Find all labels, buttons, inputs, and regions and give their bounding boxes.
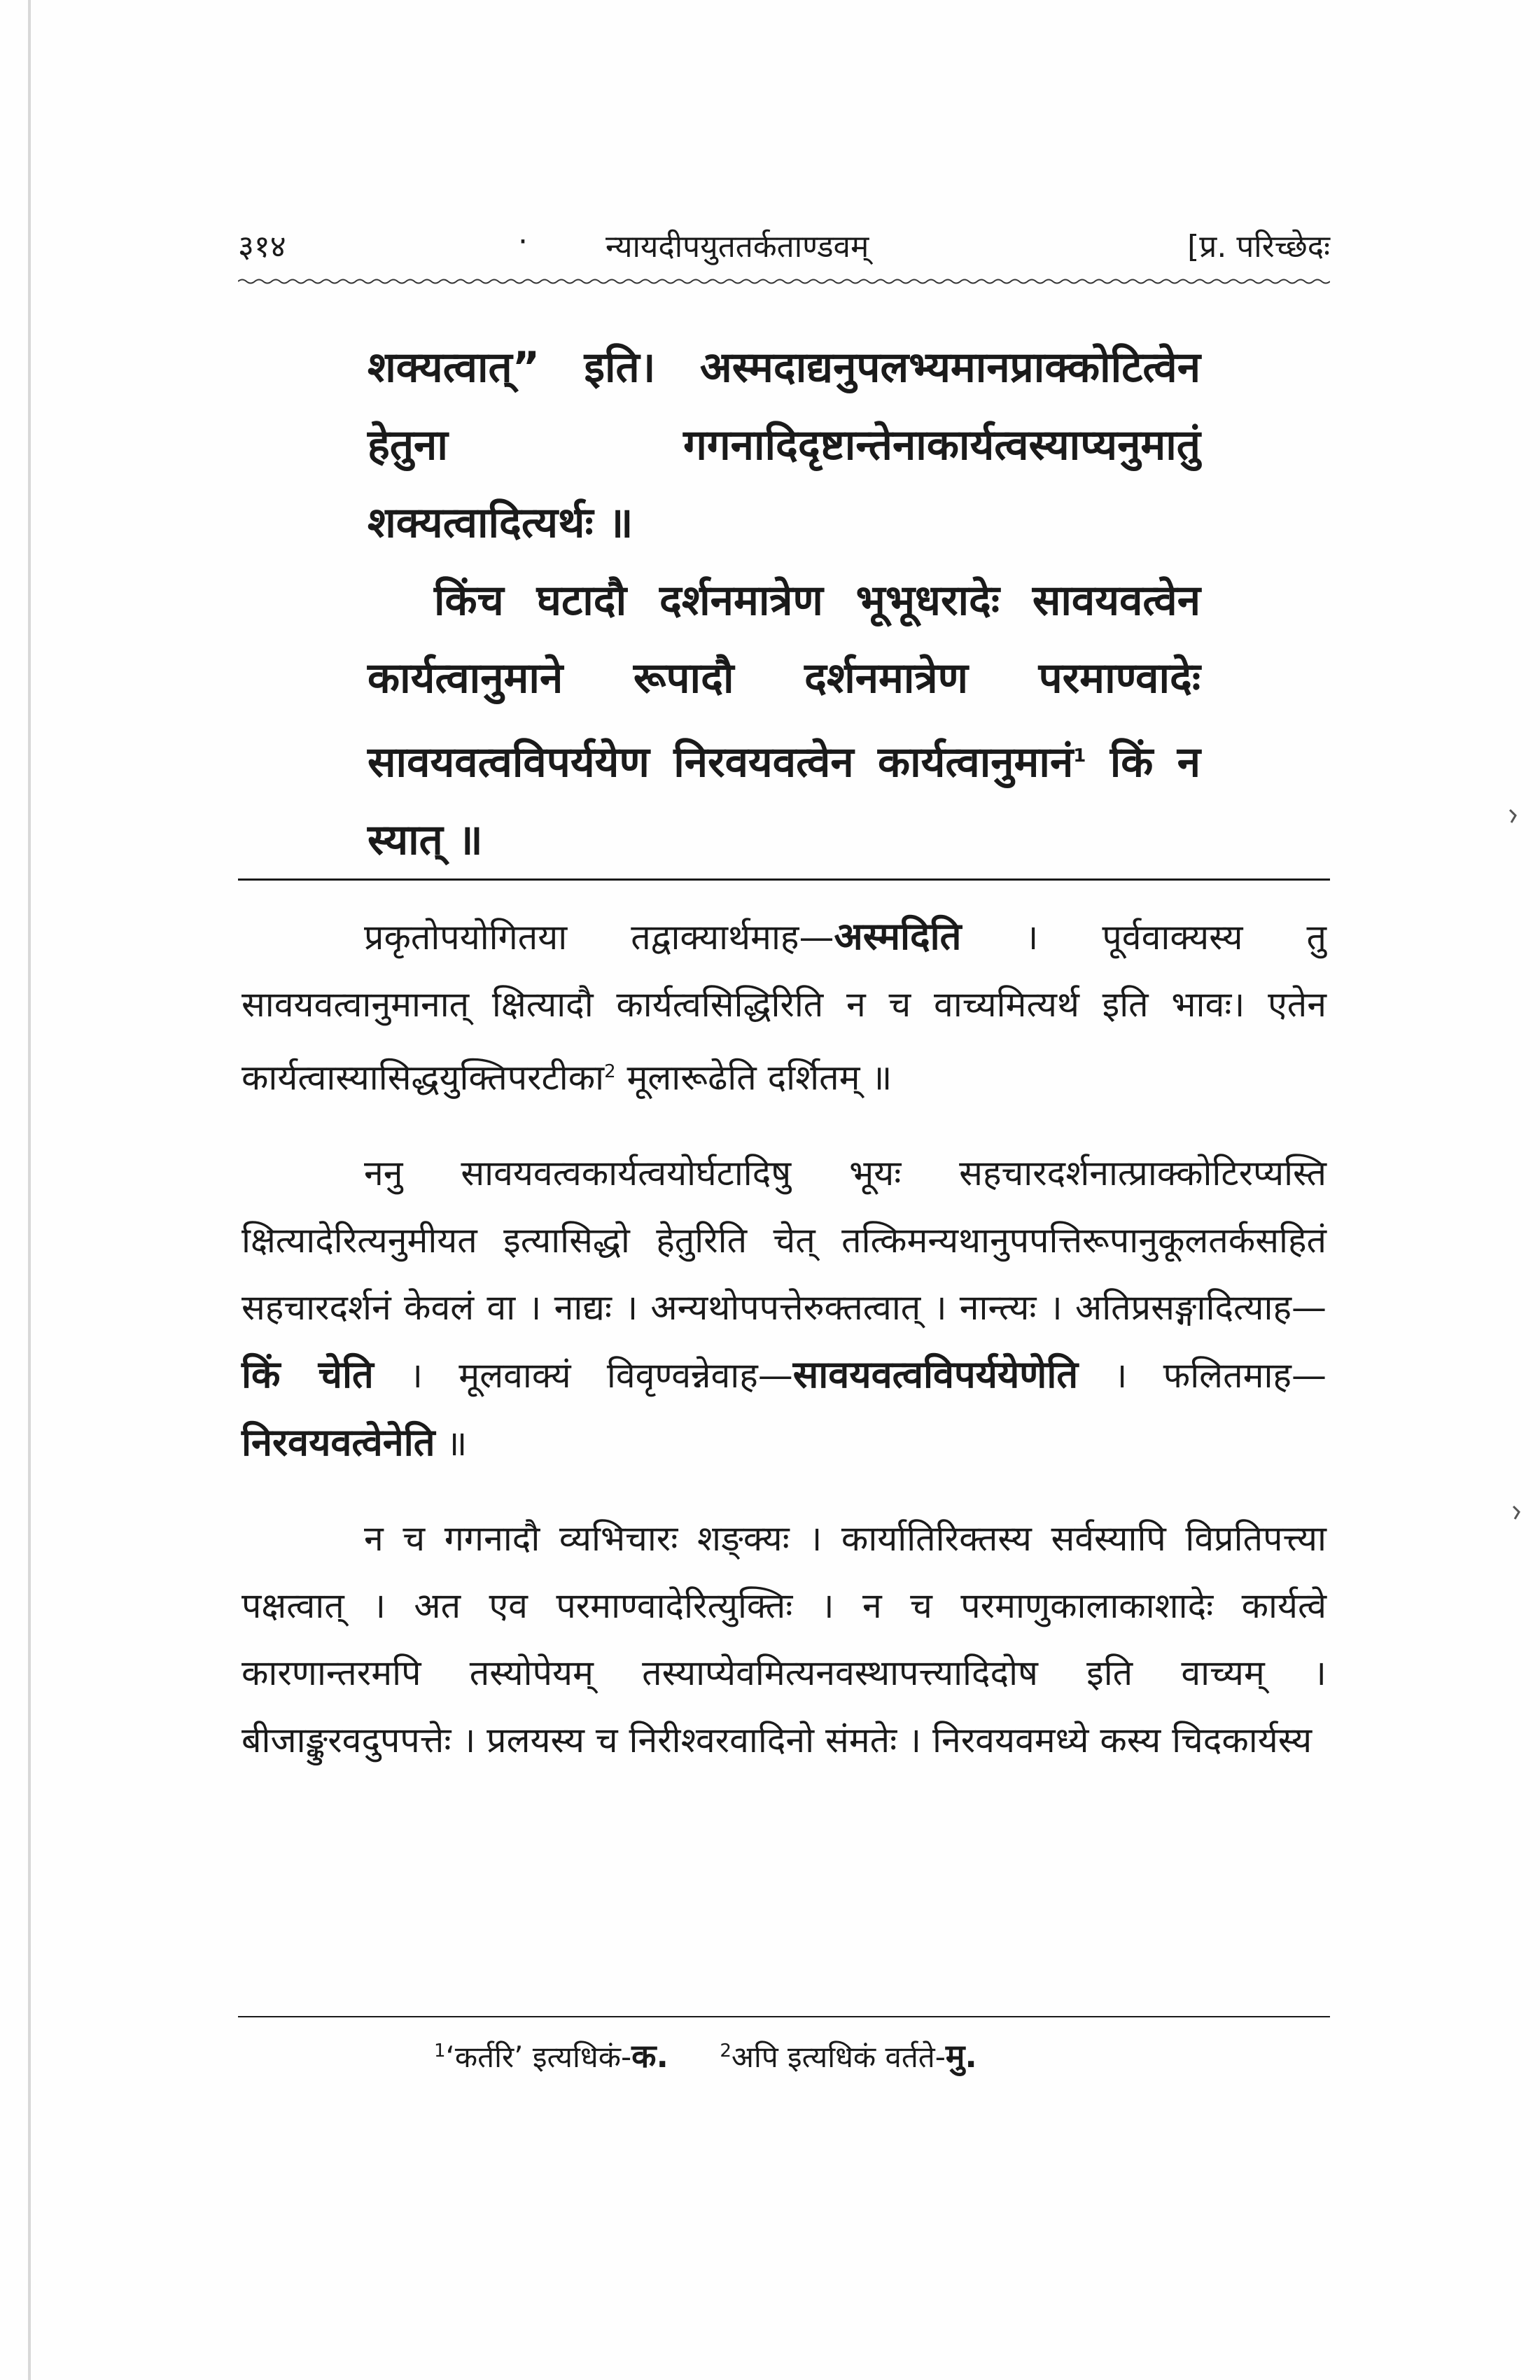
header-wavy-rule [238,276,1330,286]
mula-text [368,329,1200,879]
commentary-paragraph [241,1140,1326,1477]
footnote-ref-1: 1 [1073,746,1086,766]
commentary-text-run: ननु सावयवत्वकार्यत्वयोर्घटादिषु भूयः सहचारदर्शनात्प्राक्कोटिरप्यस्ति क्षित्यादेरित्यनुमीयत इत्यासिद्धो हेतुरिति चेत् तत्किमन्यथानुपपत्तिरूपानुकूलतर्कसहितं सहचारदर्शनं केवलं वा । नाद्यः । अन्यथोपपत्तेरुक्तत्वात् । नान्त्यः । अतिप्रसङ्गादित्याह— [241,1152,1326,1328]
mula-paragraph-2-end: किं न स्यात् ॥ [368,738,1200,864]
footnote-source: मु. [945,2037,977,2075]
footnote-number: 1 [434,2040,446,2062]
commentary-text-run: न च गगनादौ व्यभिचारः शङ्क्यः । कार्यातिरिक्तस्य सर्वस्यापि विप्रतिपत्त्या पक्षत्वात् । अत एव परमाण्वादेरित्युक्तिः । न च परमाणुकालाकाशादेः कार्यत्वे कारणान्तरमपि तस्योपेयम् तस्याप्येवमित्यनवस्थापत्त्यादिदोष इति वाच्यम् । बीजाङ्कुरवदुपपत्तेः । प्रलयस्य च निरीश्वरवादिनो संमतेः । निरवयवमध्ये कस्य चिदकार्यस्य [241,1518,1326,1760]
commentary-paragraph [241,1505,1326,1774]
footnote-source: क. [631,2037,668,2075]
footnotes [434,2030,1330,2078]
commentary-text-run: । पूर्ववाक्यस्य तु सावयवत्वानुमानात् क्षित्यादौ कार्यत्वसिद्धिरिति न च वाच्यमित्यर्थ इति भावः। एतेन कार्यत्वास्यासिद्धयुक्तिपरटीका [241,917,1327,1098]
footnote-text: अपि इत्यधिकं वर्तते- [731,2040,946,2074]
pratika-bold: सावयवत्वविपर्ययेणेति [792,1352,1079,1396]
commentary-text-run: ॥ [435,1422,468,1464]
commentary-text-run: । मूलवाक्यं विवृण्वन्नेवाह— [373,1354,793,1396]
commentary-text-run: । फलितमाह— [1078,1354,1326,1396]
margin-mark [1508,808,1518,824]
footnote-divider [238,2016,1330,2017]
commentary-text-run: प्रकृतोपयोगितया तद्वाक्यार्थमाह— [364,917,834,958]
footnote-text: ‘कर्तरि’ इत्यधिकं- [445,2040,632,2074]
pratika-bold: निरवयवत्वेनेति [241,1420,435,1464]
commentary-paragraph [241,903,1326,1112]
header-dot: · [518,224,528,260]
footnote-1 [434,2030,668,2078]
page-number: ३१४ [238,229,286,265]
running-header [238,217,1330,266]
mula-paragraph [368,329,1200,562]
footnote-number: 2 [720,2040,732,2062]
section-divider [238,878,1330,881]
commentary-text [241,903,1326,1802]
running-title: न्यायदीपयुततर्कताण्डवम् [606,229,869,265]
commentary-text-run: मूलारूढेति दर्शितम् ॥ [615,1057,892,1098]
mula-paragraph-2-text: किंच घटादौ दर्शनमात्रेण भूभूधरादेः सावयवत्वेन कार्यत्वानुमाने रूपादौ दर्शनमात्रेण परमाण्वादेः सावयवत्वविपर्ययेण निरवयवत्वेन कार्यत्वानुमानं [368,576,1200,787]
mula-paragraph-1: शक्यत्वात्” इति। अस्मदाद्यनुपलभ्यमानप्राक्कोटित्वेन हेतुना गगनादिदृष्टान्तेनाकार्यत्वस्याप्यनुमातुं शक्यत्वादित्यर्थः ॥ [368,343,1200,547]
margin-mark [1512,1505,1522,1520]
page-edge [28,0,31,2380]
footnote-2 [720,2030,977,2078]
pratika-bold: अस्मदिति [834,914,962,958]
mula-paragraph [368,562,1200,879]
footnote-ref-2: 2 [604,1061,616,1082]
section-label: [प्र. परिच्छेदः [1187,229,1330,265]
pratika-bold: किं चेति [241,1352,374,1396]
